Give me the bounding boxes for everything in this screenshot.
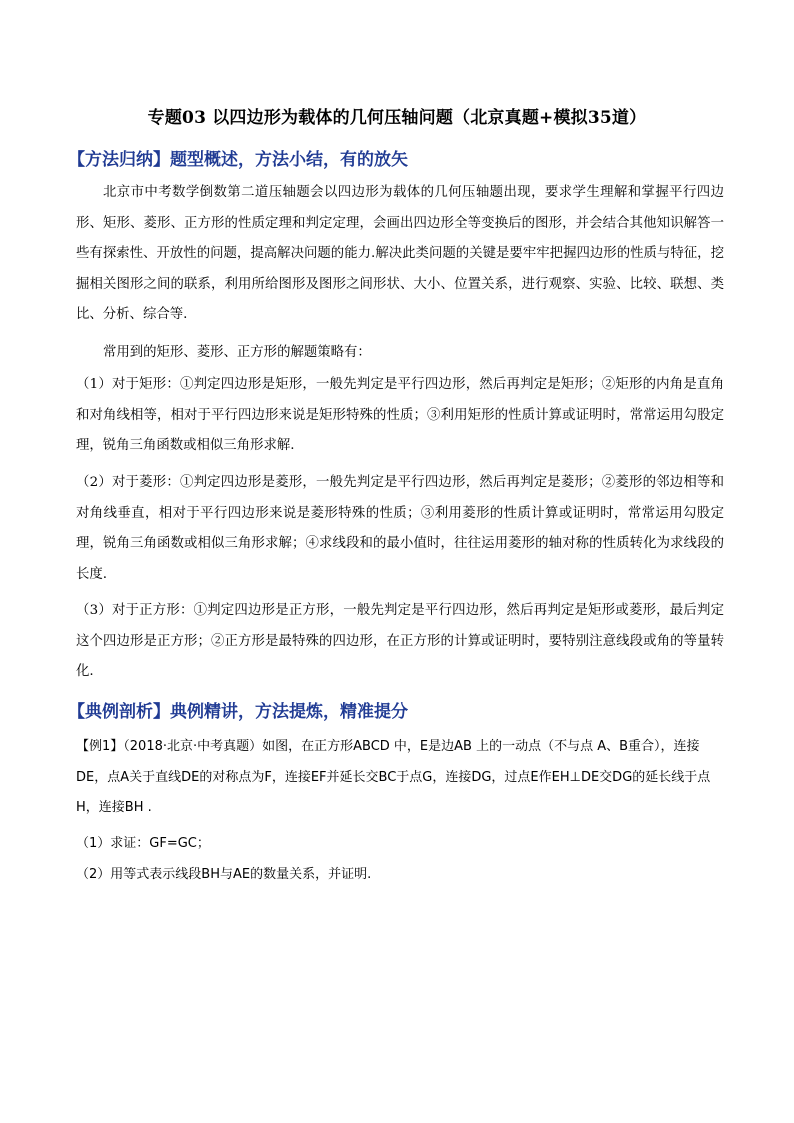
example-problem-text: 【例1】（2018·北京·中考真题）如图，在正方形ABCD 中，E是边AB 上的一动点（不与点 A、B重合），连接DE，点A关于直线DE的对称点为F，连接EF并延长交BC于点G，连接DG，过点E作EH⊥DE交DG的延长线于点H，连接BH . — [76, 739, 711, 815]
example-question-1: （1）求证：GF=GC； — [76, 836, 210, 851]
strategy-item-rectangle: （1）对于矩形：①判定四边形是矩形，一般先判定是平行四边形，然后再判定是矩形；②矩形的内角是直角和对角线相等，相对于平行四边形来说是矩形特殊的性质；③利用矩形的性质计算或证明时，常常运用勾股定理，锐角三角函数或相似三角形求解. — [76, 377, 724, 453]
strategy-intro-paragraph: 常用到的矩形、菱形、正方形的解题策略有： — [103, 345, 371, 360]
intro-paragraph: 北京市中考数学倒数第二道压轴题会以四边形为载体的几何压轴题出现，要求学生理解和掌握平行四边形、矩形、菱形、正方形的性质定理和判定定理，会画出四边形全等变换后的图形，并会结合其他知识解答一些有探索性、开放性的问题，提高解决问题的能力.解决此类问题的关键是要牢牢把握四边形的性质与特征，挖掘相关图形之间的联系，利用所给图形及图形之间形状、大小、位置关系，进行观察、实验、比较、联想、类比、分析、综合等. — [76, 185, 724, 322]
strategy-item-square: （3）对于正方形：①判定四边形是正方形，一般先判定是平行四边形，然后再判定是矩形或菱形，最后判定这个四边形是正方形；②正方形是最特殊的四边形，在正方形的计算或证明时，要特别注意线段或角的等量转化. — [76, 603, 724, 679]
page-title: 专题03 以四边形为载体的几何压轴问题（北京真题+模拟35道） — [147, 108, 647, 128]
section-heading-method: 【方法归纳】题型概述，方法小结，有的放矢 — [68, 150, 408, 170]
example-question-2: （2）用等式表示线段BH与AE的数量关系，并证明. — [76, 867, 372, 882]
strategy-item-rhombus: （2）对于菱形：①判定四边形是菱形，一般先判定是平行四边形，然后再判定是菱形；②菱形的邻边相等和对角线垂直，相对于平行四边形来说是菱形特殊的性质；③利用菱形的性质计算或证明时，常常运用勾股定理，锐角三角函数或相似三角形求解；④求线段和的最小值时，往往运用菱形的轴对称的性质转化为求线段的长度. — [76, 475, 724, 582]
section-heading-examples: 【典例剖析】典例精讲，方法提炼，精准提分 — [68, 702, 408, 722]
